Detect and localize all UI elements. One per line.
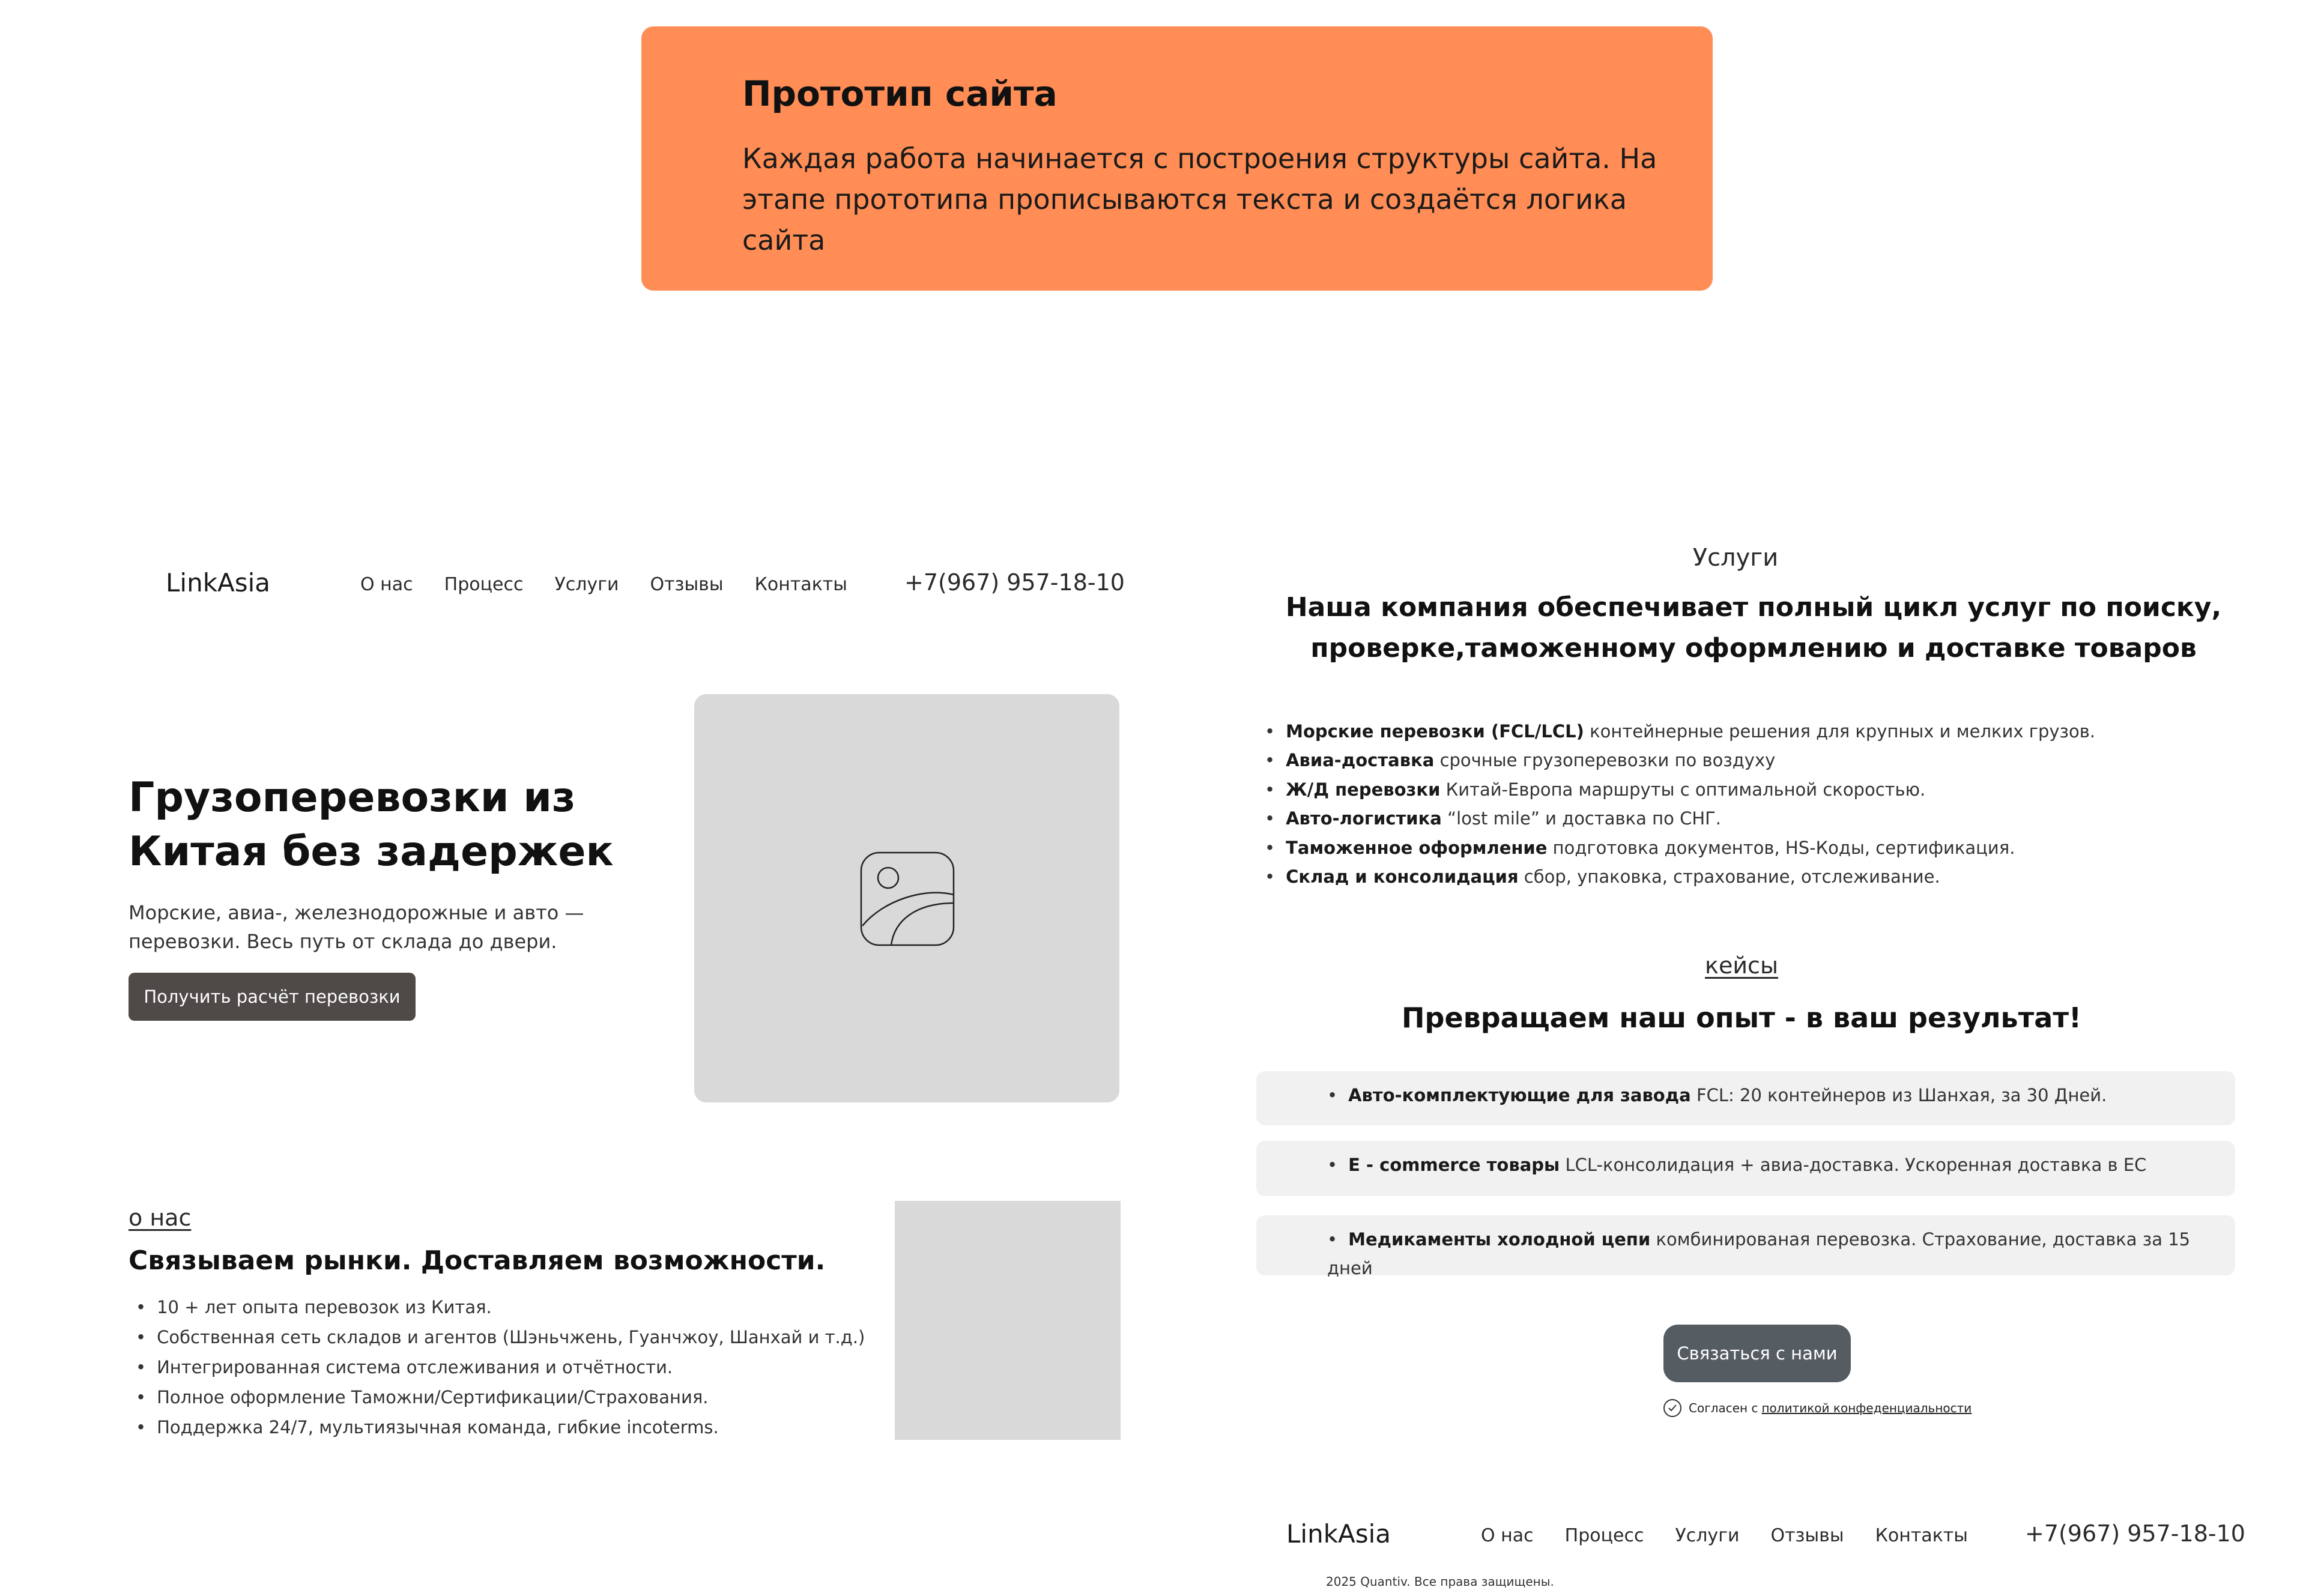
info-card-text: Каждая работа начинается с построения структуры сайта. На этапе прототипа прописываются текста и создаётся логика сайта xyxy=(742,142,1657,256)
footer-logo[interactable]: LinkAsia xyxy=(1286,1519,1391,1549)
list-item: • Собственная сеть складов и агентов (Шэньчжень, Гуанчжоу, Шанхай и т.д.) xyxy=(136,1322,904,1352)
nav-item-process[interactable]: Процесс xyxy=(444,574,524,595)
footer-phone[interactable]: +7(967) 957-18-10 xyxy=(2025,1520,2245,1547)
service-name: Морские перевозки (FCL/LCL) xyxy=(1286,721,1584,742)
hero-image-placeholder xyxy=(694,694,1119,1102)
about-image-placeholder xyxy=(895,1201,1121,1440)
list-item xyxy=(1265,833,2238,862)
nav-item-services[interactable]: Услуги xyxy=(554,574,619,595)
case-desc: комбинированая перевозка. Страхование, доставка за 15 дней xyxy=(1327,1229,2191,1278)
list-item: • Интегрированная система отслеживания и отчётности. xyxy=(136,1352,904,1382)
service-name: Авиа-доставка xyxy=(1286,750,1435,771)
footer-nav-item-contacts[interactable]: Контакты xyxy=(1875,1525,1968,1546)
service-name: Таможенное оформление xyxy=(1286,837,1548,858)
contact-us-button[interactable]: Связаться с нами xyxy=(1663,1325,1851,1382)
case-desc: FCL: 20 контейнеров из Шанхая, за 30 Дней. xyxy=(1690,1085,2107,1105)
case-card xyxy=(1256,1141,2235,1196)
nav-item-contacts[interactable]: Контакты xyxy=(754,574,847,595)
list-item xyxy=(1265,862,2238,891)
service-name: Авто-логистика xyxy=(1286,808,1442,829)
case-card xyxy=(1256,1215,2235,1278)
case-item xyxy=(1327,1225,2204,1283)
list-item: • Полное оформление Таможни/Сертификации/Страхования. xyxy=(136,1382,904,1412)
consent-text: Согласен с xyxy=(1689,1401,1758,1415)
list-item xyxy=(1265,746,2238,775)
list-item xyxy=(1265,804,2238,833)
footer-nav-item-reviews[interactable]: Отзывы xyxy=(1770,1525,1844,1546)
hero-subtitle: Морские, авиа-, железнодорожные и авто — перевозки. Весь путь от склада до двери. xyxy=(129,901,584,953)
case-name: Медикаменты холодной цепи xyxy=(1348,1229,1651,1250)
list-item: • 10 + лет опыта перевозок из Китая. xyxy=(136,1292,904,1322)
info-card-title: Прототип сайта xyxy=(742,73,1058,114)
header-nav xyxy=(360,574,879,595)
case-item xyxy=(1327,1081,2204,1110)
checkbox-check-icon[interactable] xyxy=(1663,1399,1681,1417)
footer-nav xyxy=(1481,1525,1999,1546)
privacy-policy-link[interactable]: политикой конфеденциальности xyxy=(1761,1401,1972,1415)
case-card xyxy=(1256,1071,2235,1125)
list-item xyxy=(1265,717,2238,746)
hero-title: Грузоперевозки из Китая без задержек xyxy=(129,774,614,875)
cases-section-label[interactable] xyxy=(1261,952,2222,979)
footer-nav-item-about[interactable]: О нас xyxy=(1481,1525,1534,1546)
case-name: Авто-комплектующие для завода xyxy=(1348,1085,1691,1105)
service-name: Склад и консолидация xyxy=(1286,866,1519,887)
services-section-label: Услуги xyxy=(1692,544,1779,572)
nav-item-reviews[interactable]: Отзывы xyxy=(650,574,724,595)
service-desc: Китай-Европа маршруты с оптимальной скоростью. xyxy=(1440,779,1926,800)
cases-label-text[interactable]: кейсы xyxy=(1705,952,1778,979)
service-desc: контейнерные решения для крупных и мелких грузов. xyxy=(1584,721,2096,742)
header-phone[interactable]: +7(967) 957-18-10 xyxy=(904,569,1125,596)
copyright: 2025 Quantiv. Все права защищены. xyxy=(1326,1574,1554,1589)
case-desc: LCL-консолидация + авиа-доставка. Ускоренная доставка в ЕС xyxy=(1560,1155,2147,1175)
list-item xyxy=(1265,775,2238,804)
info-card xyxy=(641,26,1713,291)
service-name: Ж/Д перевозки xyxy=(1286,779,1441,800)
image-placeholder-icon xyxy=(860,851,955,946)
service-desc: “lost mile” и доставка по СНГ. xyxy=(1441,808,1722,829)
nav-item-about[interactable]: О нас xyxy=(360,574,413,595)
case-name: E - commerce товары xyxy=(1348,1155,1560,1175)
services-title: Наша компания обеспечивает полный цикл услуг по поиску, проверке,таможенному оформлению и доставке товаров xyxy=(1285,592,2222,663)
consent-row xyxy=(1663,1399,1972,1417)
case-item xyxy=(1327,1150,2204,1179)
services-list xyxy=(1265,717,2238,891)
about-section-label[interactable]: о нас xyxy=(129,1205,192,1231)
get-quote-button[interactable]: Получить расчёт перевозки xyxy=(129,973,416,1021)
footer-nav-item-services[interactable]: Услуги xyxy=(1675,1525,1740,1546)
about-list xyxy=(136,1292,904,1442)
service-desc: подготовка документов, HS-Коды, сертификация. xyxy=(1547,837,2015,858)
list-item: • Поддержка 24/7, мультиязычная команда, гибкие incoterms. xyxy=(136,1412,904,1442)
footer-nav-item-process[interactable]: Процесс xyxy=(1564,1525,1644,1546)
service-desc: сбор, упаковка, страхование, отслеживание. xyxy=(1518,866,1940,887)
about-title: Связываем рынки. Доставляем возможности. xyxy=(129,1245,826,1276)
header-logo[interactable]: LinkAsia xyxy=(166,568,271,597)
service-desc: срочные грузоперевозки по воздуху xyxy=(1434,750,1776,771)
cases-title: Превращаем наш опыт - в ваш результат! xyxy=(1402,1002,2081,1034)
